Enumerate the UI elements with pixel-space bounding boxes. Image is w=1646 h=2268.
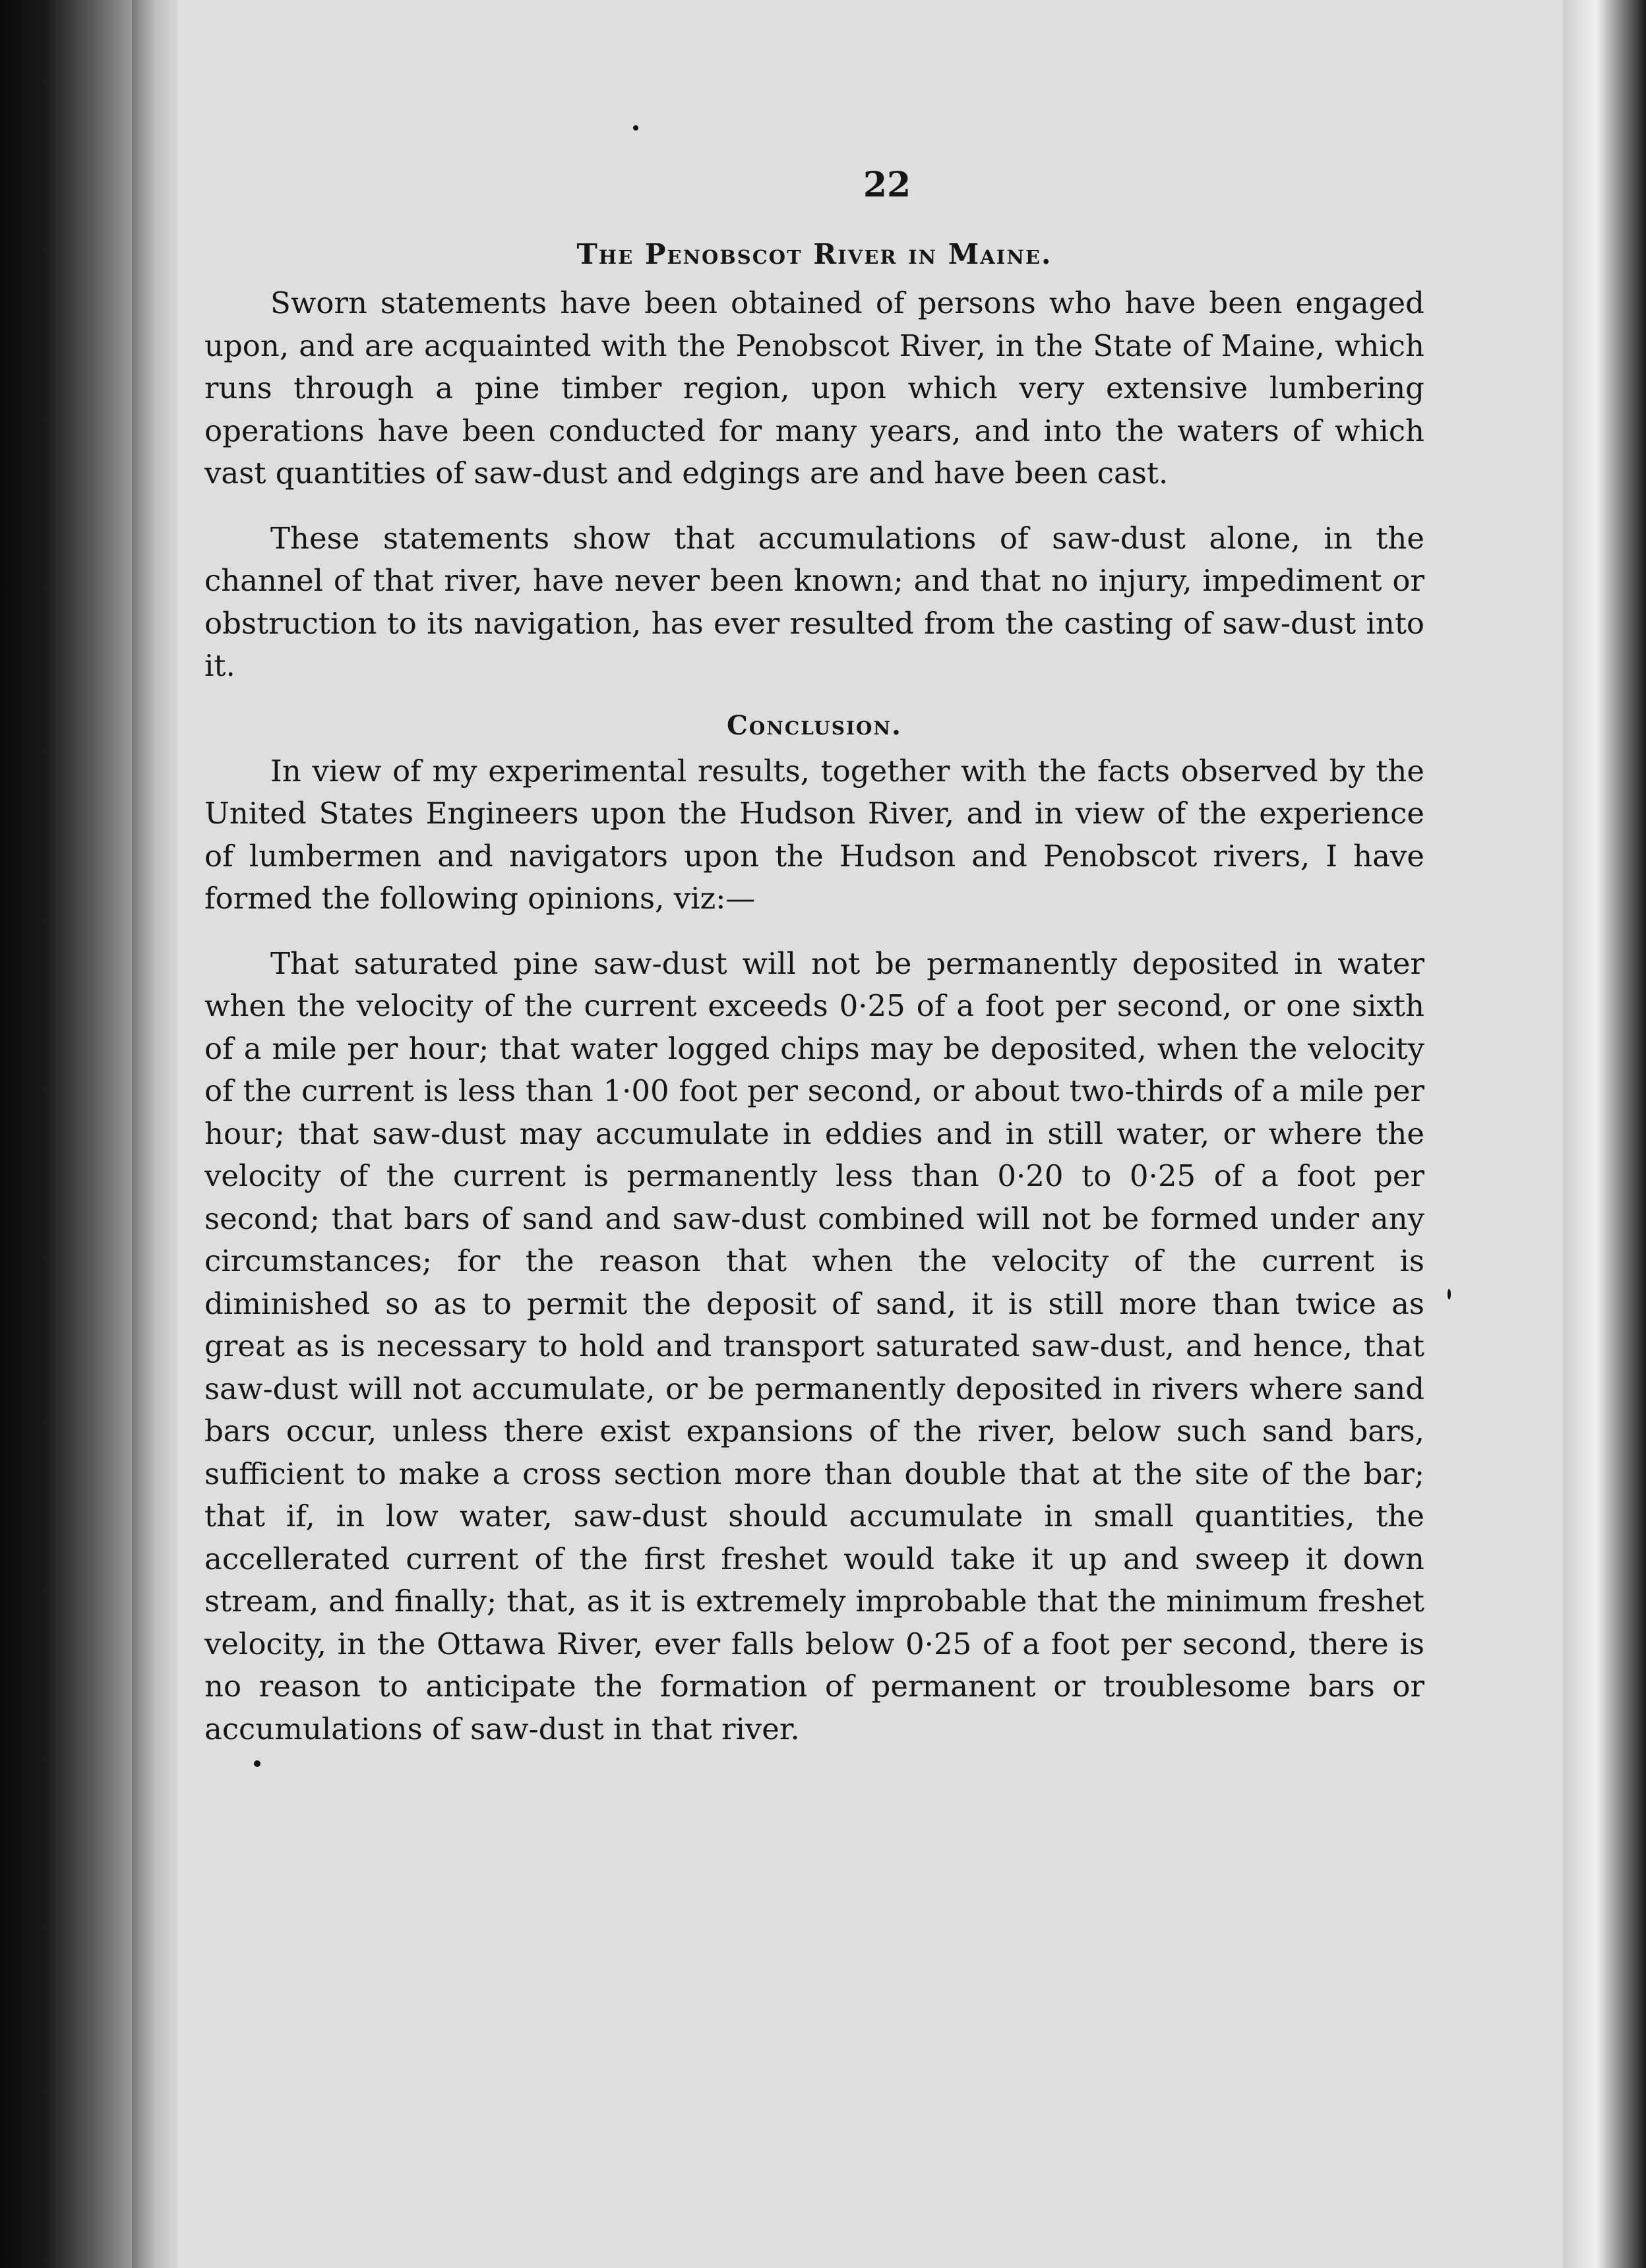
paragraph: In view of my experimental results, together with the facts observed by the United States Engineers upon the Hudson River, and in view of the experience of lumbermen and navigators upon the Hudson and Penobscot rivers, I have formed the following opinions, viz:— <box>204 753 1424 916</box>
page-number: 22 <box>863 165 911 205</box>
paragraph: These statements show that accumulations of saw-dust alone, in the channel of that river, have never been known; and that no injury, impediment or obstruction to its navigation, has ever resulted from the casting of saw-dust into it. <box>204 520 1424 683</box>
section-title: The Penobscot River in Maine. <box>576 238 1052 270</box>
scan-speck <box>1448 1289 1451 1299</box>
page-text-block <box>204 165 1424 1773</box>
paragraph: That saturated pine saw-dust will not be permanently deposited in water when the velocity of the current exceeds 0·25 of a foot per second, or one sixth of a mile per hour; that water logged chips may be deposited, when the velocity of the current is less than 1·00 foot per second, or about two-thirds of a mile per hour; that saw-dust may accumulate in eddies and in still water, or where the velocity of the current is permanently less than 0·20 to 0·25 of a foot per second; that bars of sand and saw-dust combined will not be formed under any circumstances; for the reason that when the velocity of the current is diminished so as to permit the deposit of sand, it is still more than twice as great as is necessary to hold and transport saturated saw-dust, and hence, that saw-dust will not accumulate, or be permanently deposited in rivers where sand bars occur, unless there exist expansions of the river, below such sand bars, sufficient to make a cross section more than double that at the site of the bar; that if, in low water, saw-dust should accumulate in small quantities, the accellerated current of the first freshet would take it up and sweep it down stream, and finally; that, as it is extremely improbable that the minimum freshet velocity, in the Ottawa River, ever falls below 0·25 of a foot per second, there is no reason to anticipate the formation of permanent or troublesome bars or accumulations of saw-dust in that river. <box>204 945 1424 1746</box>
book-binding <box>0 0 132 2268</box>
paragraph: Sworn statements have been obtained of persons who have been engaged upon, and are acquainted with the Penobscot River, in the State of Maine, which runs through a pine timber region, upon which very extensive lumbering operations have been conducted for many years, and into the waters of which vast quantities of saw-dust and edgings are and have been cast. <box>204 285 1424 491</box>
page-right-edge <box>1563 0 1646 2268</box>
scan-speck <box>633 125 638 131</box>
page-left-edge <box>132 0 178 2268</box>
conclusion-title: Conclusion. <box>727 709 902 741</box>
